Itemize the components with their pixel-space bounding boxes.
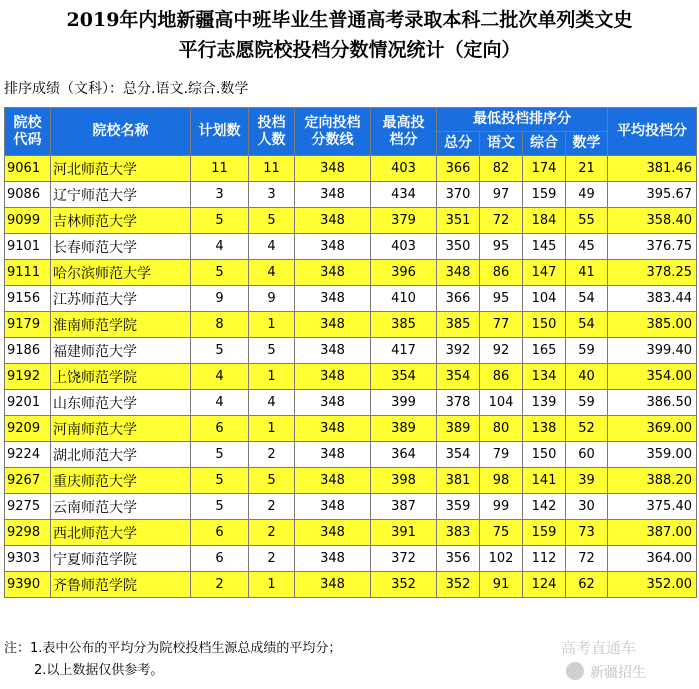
line-cell: 348 — [295, 572, 371, 598]
name-cell: 哈尔滨师范大学 — [51, 260, 191, 286]
max-cell: 434 — [371, 182, 437, 208]
comprehensive-cell: 141 — [523, 468, 566, 494]
total-cell: 354 — [437, 442, 480, 468]
avg-cell: 383.44 — [608, 286, 697, 312]
avg-cell: 376.75 — [608, 234, 697, 260]
total-cell: 381 — [437, 468, 480, 494]
line-cell: 348 — [295, 260, 371, 286]
table-row — [5, 208, 697, 234]
code-cell: 9201 — [5, 390, 51, 416]
footnotes — [4, 638, 341, 682]
line-cell: 348 — [295, 494, 371, 520]
chinese-cell: 99 — [480, 494, 523, 520]
name-cell: 河北师范大学 — [51, 156, 191, 182]
code-cell: 9101 — [5, 234, 51, 260]
avg-cell: 387.00 — [608, 520, 697, 546]
name-cell: 辽宁师范大学 — [51, 182, 191, 208]
header-count: 投档人数 — [249, 108, 295, 156]
name-cell: 福建师范大学 — [51, 338, 191, 364]
watermark-account: 新疆招生 — [590, 665, 646, 681]
count-cell: 5 — [249, 338, 295, 364]
table-row — [5, 390, 697, 416]
comprehensive-cell: 165 — [523, 338, 566, 364]
max-cell: 352 — [371, 572, 437, 598]
count-cell: 3 — [249, 182, 295, 208]
comprehensive-cell: 159 — [523, 520, 566, 546]
math-cell: 41 — [566, 260, 608, 286]
name-cell: 云南师范大学 — [51, 494, 191, 520]
total-cell: 378 — [437, 390, 480, 416]
table-row — [5, 364, 697, 390]
table-row — [5, 572, 697, 598]
code-cell: 9209 — [5, 416, 51, 442]
avg-cell: 375.40 — [608, 494, 697, 520]
count-cell: 11 — [249, 156, 295, 182]
count-cell: 1 — [249, 312, 295, 338]
header-math: 数学 — [566, 132, 608, 156]
code-cell: 9224 — [5, 442, 51, 468]
line-cell: 348 — [295, 182, 371, 208]
max-cell: 403 — [371, 234, 437, 260]
plan-cell: 4 — [191, 234, 249, 260]
line-cell: 348 — [295, 468, 371, 494]
header-total: 总分 — [437, 132, 480, 156]
code-cell: 9390 — [5, 572, 51, 598]
math-cell: 60 — [566, 442, 608, 468]
avg-cell: 385.00 — [608, 312, 697, 338]
code-cell: 9156 — [5, 286, 51, 312]
header-plan: 计划数 — [191, 108, 249, 156]
line-cell: 348 — [295, 208, 371, 234]
name-cell: 湖北师范大学 — [51, 442, 191, 468]
math-cell: 54 — [566, 312, 608, 338]
max-cell: 379 — [371, 208, 437, 234]
plan-cell: 5 — [191, 468, 249, 494]
table-row — [5, 416, 697, 442]
comprehensive-cell: 147 — [523, 260, 566, 286]
avg-cell: 358.40 — [608, 208, 697, 234]
chinese-cell: 82 — [480, 156, 523, 182]
line-cell: 348 — [295, 156, 371, 182]
table-row — [5, 182, 697, 208]
comprehensive-cell: 150 — [523, 312, 566, 338]
max-cell: 354 — [371, 364, 437, 390]
table-row — [5, 286, 697, 312]
total-cell: 348 — [437, 260, 480, 286]
line-cell: 348 — [295, 234, 371, 260]
comprehensive-cell: 139 — [523, 390, 566, 416]
count-cell: 9 — [249, 286, 295, 312]
table-title-line2: 平行志愿院校投档分数情况统计（定向） — [178, 39, 521, 61]
comprehensive-cell: 138 — [523, 416, 566, 442]
comprehensive-cell: 124 — [523, 572, 566, 598]
count-cell: 1 — [249, 416, 295, 442]
max-cell: 410 — [371, 286, 437, 312]
header-min-group: 最低投档排序分 — [437, 108, 608, 132]
comprehensive-cell: 145 — [523, 234, 566, 260]
avg-cell: 388.20 — [608, 468, 697, 494]
avg-cell: 381.46 — [608, 156, 697, 182]
count-cell: 4 — [249, 390, 295, 416]
chinese-cell: 95 — [480, 234, 523, 260]
chinese-cell: 86 — [480, 364, 523, 390]
total-cell: 354 — [437, 364, 480, 390]
name-cell: 西北师范大学 — [51, 520, 191, 546]
plan-cell: 8 — [191, 312, 249, 338]
count-cell: 4 — [249, 260, 295, 286]
code-cell: 9186 — [5, 338, 51, 364]
comprehensive-cell: 184 — [523, 208, 566, 234]
max-cell: 364 — [371, 442, 437, 468]
avg-cell: 369.00 — [608, 416, 697, 442]
math-cell: 40 — [566, 364, 608, 390]
math-cell: 72 — [566, 546, 608, 572]
count-cell: 2 — [249, 442, 295, 468]
footnote-1: 注：1.表中公布的平均分为院校投档生源总成绩的平均分； — [4, 641, 342, 656]
header-code: 院校代码 — [5, 108, 51, 156]
plan-cell: 4 — [191, 364, 249, 390]
table-row — [5, 156, 697, 182]
max-cell: 399 — [371, 390, 437, 416]
count-cell: 2 — [249, 520, 295, 546]
line-cell: 348 — [295, 338, 371, 364]
comprehensive-cell: 134 — [523, 364, 566, 390]
avg-cell: 399.40 — [608, 338, 697, 364]
code-cell: 9303 — [5, 546, 51, 572]
total-cell: 366 — [437, 156, 480, 182]
table-row — [5, 338, 697, 364]
math-cell: 73 — [566, 520, 608, 546]
code-cell: 9061 — [5, 156, 51, 182]
code-cell: 9298 — [5, 520, 51, 546]
total-cell: 392 — [437, 338, 480, 364]
code-cell: 9099 — [5, 208, 51, 234]
code-cell: 9086 — [5, 182, 51, 208]
plan-cell: 5 — [191, 442, 249, 468]
chinese-cell: 104 — [480, 390, 523, 416]
comprehensive-cell: 104 — [523, 286, 566, 312]
count-cell: 5 — [249, 468, 295, 494]
name-cell: 河南师范大学 — [51, 416, 191, 442]
total-cell: 356 — [437, 546, 480, 572]
max-cell: 417 — [371, 338, 437, 364]
table-row — [5, 260, 697, 286]
name-cell: 江苏师范大学 — [51, 286, 191, 312]
math-cell: 59 — [566, 338, 608, 364]
header-comprehensive: 综合 — [523, 132, 566, 156]
chinese-cell: 79 — [480, 442, 523, 468]
table-row — [5, 234, 697, 260]
count-cell: 2 — [249, 546, 295, 572]
max-cell: 387 — [371, 494, 437, 520]
admission-score-table — [4, 107, 697, 598]
max-cell: 372 — [371, 546, 437, 572]
total-cell: 389 — [437, 416, 480, 442]
avg-cell: 354.00 — [608, 364, 697, 390]
total-cell: 350 — [437, 234, 480, 260]
plan-cell: 5 — [191, 208, 249, 234]
avg-cell: 359.00 — [608, 442, 697, 468]
ranking-subtitle: 排序成绩（文科）：总分.语文.综合.数学 — [4, 81, 249, 97]
count-cell: 2 — [249, 494, 295, 520]
name-cell: 吉林师范大学 — [51, 208, 191, 234]
total-cell: 385 — [437, 312, 480, 338]
plan-cell: 6 — [191, 416, 249, 442]
watermark-text: 高考直通车 — [561, 639, 637, 657]
code-cell: 9275 — [5, 494, 51, 520]
total-cell: 370 — [437, 182, 480, 208]
wechat-icon — [566, 662, 584, 680]
chinese-cell: 86 — [480, 260, 523, 286]
max-cell: 403 — [371, 156, 437, 182]
table-row — [5, 442, 697, 468]
math-cell: 45 — [566, 234, 608, 260]
table-body — [5, 156, 697, 598]
name-cell: 宁夏师范学院 — [51, 546, 191, 572]
footnote-2: 2.以上数据仅供参考。 — [34, 663, 164, 678]
line-cell: 348 — [295, 546, 371, 572]
max-cell: 385 — [371, 312, 437, 338]
header-chinese: 语文 — [480, 132, 523, 156]
header-line: 定向投档分数线 — [295, 108, 371, 156]
plan-cell: 11 — [191, 156, 249, 182]
chinese-cell: 92 — [480, 338, 523, 364]
count-cell: 1 — [249, 364, 295, 390]
avg-cell: 352.00 — [608, 572, 697, 598]
math-cell: 30 — [566, 494, 608, 520]
max-cell: 391 — [371, 520, 437, 546]
name-cell: 上饶师范学院 — [51, 364, 191, 390]
line-cell: 348 — [295, 416, 371, 442]
line-cell: 348 — [295, 442, 371, 468]
max-cell: 398 — [371, 468, 437, 494]
table-row — [5, 468, 697, 494]
table-row — [5, 494, 697, 520]
comprehensive-cell: 142 — [523, 494, 566, 520]
total-cell: 383 — [437, 520, 480, 546]
math-cell: 21 — [566, 156, 608, 182]
line-cell: 348 — [295, 390, 371, 416]
chinese-cell: 91 — [480, 572, 523, 598]
avg-cell: 386.50 — [608, 390, 697, 416]
max-cell: 396 — [371, 260, 437, 286]
total-cell: 351 — [437, 208, 480, 234]
name-cell: 长春师范大学 — [51, 234, 191, 260]
chinese-cell: 97 — [480, 182, 523, 208]
chinese-cell: 102 — [480, 546, 523, 572]
plan-cell: 3 — [191, 182, 249, 208]
avg-cell: 395.67 — [608, 182, 697, 208]
chinese-cell: 80 — [480, 416, 523, 442]
comprehensive-cell: 159 — [523, 182, 566, 208]
math-cell: 52 — [566, 416, 608, 442]
count-cell: 1 — [249, 572, 295, 598]
plan-cell: 5 — [191, 260, 249, 286]
plan-cell: 4 — [191, 390, 249, 416]
line-cell: 348 — [295, 364, 371, 390]
comprehensive-cell: 112 — [523, 546, 566, 572]
code-cell: 9111 — [5, 260, 51, 286]
code-cell: 9267 — [5, 468, 51, 494]
plan-cell: 6 — [191, 520, 249, 546]
plan-cell: 5 — [191, 338, 249, 364]
plan-cell: 2 — [191, 572, 249, 598]
table-title-line1: 2019年内地新疆高中班毕业生普通高考录取本科二批次单列类文史 — [66, 9, 633, 31]
header-name: 院校名称 — [51, 108, 191, 156]
chinese-cell: 77 — [480, 312, 523, 338]
chinese-cell: 75 — [480, 520, 523, 546]
table-row — [5, 546, 697, 572]
total-cell: 366 — [437, 286, 480, 312]
name-cell: 淮南师范学院 — [51, 312, 191, 338]
avg-cell: 364.00 — [608, 546, 697, 572]
total-cell: 352 — [437, 572, 480, 598]
total-cell: 359 — [437, 494, 480, 520]
chinese-cell: 72 — [480, 208, 523, 234]
max-cell: 389 — [371, 416, 437, 442]
math-cell: 62 — [566, 572, 608, 598]
count-cell: 5 — [249, 208, 295, 234]
header-avg: 平均投档分 — [608, 108, 697, 156]
math-cell: 59 — [566, 390, 608, 416]
line-cell: 348 — [295, 520, 371, 546]
chinese-cell: 95 — [480, 286, 523, 312]
comprehensive-cell: 150 — [523, 442, 566, 468]
header-max: 最高投档分 — [371, 108, 437, 156]
math-cell: 39 — [566, 468, 608, 494]
line-cell: 348 — [295, 312, 371, 338]
name-cell: 山东师范大学 — [51, 390, 191, 416]
comprehensive-cell: 174 — [523, 156, 566, 182]
name-cell: 齐鲁师范学院 — [51, 572, 191, 598]
avg-cell: 378.25 — [608, 260, 697, 286]
plan-cell: 9 — [191, 286, 249, 312]
math-cell: 54 — [566, 286, 608, 312]
table-row — [5, 520, 697, 546]
math-cell: 55 — [566, 208, 608, 234]
plan-cell: 6 — [191, 546, 249, 572]
line-cell: 348 — [295, 286, 371, 312]
code-cell: 9192 — [5, 364, 51, 390]
code-cell: 9179 — [5, 312, 51, 338]
math-cell: 49 — [566, 182, 608, 208]
count-cell: 4 — [249, 234, 295, 260]
plan-cell: 5 — [191, 494, 249, 520]
table-row — [5, 312, 697, 338]
name-cell: 重庆师范大学 — [51, 468, 191, 494]
chinese-cell: 98 — [480, 468, 523, 494]
